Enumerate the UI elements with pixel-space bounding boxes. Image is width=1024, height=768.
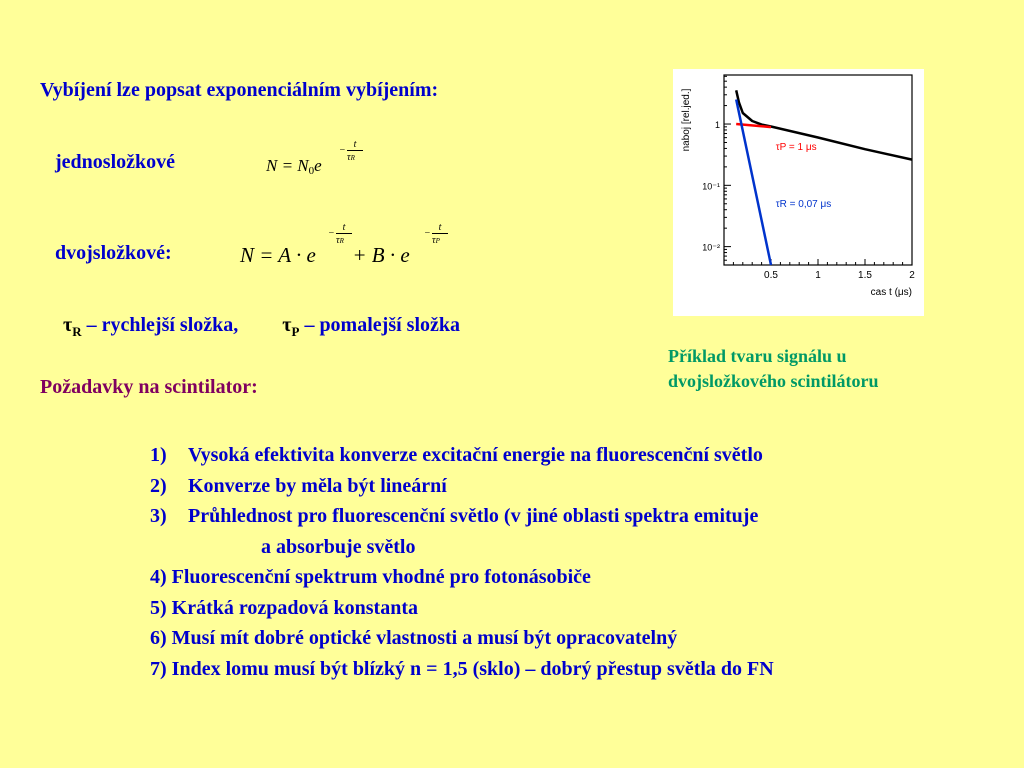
list-item-text: 7) Index lomu musí být blízký n = 1,5 (sklo) – dobrý přestup světla do FN xyxy=(150,657,774,680)
formula1-exp-sign: − xyxy=(339,145,346,156)
formula2-exp2-sign: − xyxy=(424,228,431,239)
list-item xyxy=(150,654,774,685)
x-tick-label: 0.5 xyxy=(764,270,778,281)
formula1-main: N = N xyxy=(266,156,309,175)
list-item-number: 1) xyxy=(150,444,167,466)
list-item-text: 4) Fluorescenční spektrum vhodné pro fotonásobiče xyxy=(150,566,591,588)
list-item-text: 6) Musí mít dobré optické vlastnosti a musí být opracovatelný xyxy=(150,627,678,649)
y-axis-label: naboj [rel.jed.] xyxy=(681,88,692,152)
formula2-term2: + B · e xyxy=(352,243,410,267)
formula2-exp1-den-sub: R xyxy=(339,237,344,245)
list-item xyxy=(150,562,774,593)
signal-chart-svg xyxy=(673,69,924,316)
formula1-e: e xyxy=(314,156,322,175)
annotation-tau-r: τR = 0,07 μs xyxy=(775,198,832,210)
requirements-list xyxy=(150,440,774,684)
tau-r-text: – rychlejší složka, xyxy=(86,314,239,336)
formula1-exp-den-sub: R xyxy=(350,154,355,162)
formula2-exp1-sign: − xyxy=(328,228,335,239)
two-component-label: dvojsložkové: xyxy=(55,242,172,264)
formula1-exp-den: τ xyxy=(347,152,351,163)
series-line-total xyxy=(736,90,912,159)
signal-chart xyxy=(673,69,924,316)
x-tick-label: 1.5 xyxy=(858,270,872,281)
one-component-label: jednosložkové xyxy=(55,151,175,173)
y-tick-label: 1 xyxy=(714,120,720,131)
formula2-exp1-den: τ xyxy=(336,235,340,246)
tau-r-sub: R xyxy=(72,324,82,339)
list-item-text: Konverze by měla být lineární xyxy=(188,474,447,497)
one-component-formula xyxy=(266,156,386,186)
list-item xyxy=(150,501,774,532)
tau-line xyxy=(63,314,460,340)
list-item xyxy=(150,532,774,563)
list-item-text: a absorbuje světlo xyxy=(261,535,416,558)
tau-p-symbol: τ xyxy=(282,314,292,336)
formula1-exp-num: t xyxy=(347,139,363,151)
formula2-term1: N = A · e xyxy=(240,243,316,267)
list-item-text: Vysoká efektivita konverze excitační energie na fluorescenční světlo xyxy=(188,444,763,466)
list-item xyxy=(150,440,774,471)
list-item-text: Průhlednost pro fluorescenční světlo (v jiné oblasti spektra emituje xyxy=(188,505,759,527)
formula2-exp2-den: τ xyxy=(432,235,436,246)
list-item-number: 2) xyxy=(150,474,167,497)
x-tick-label: 1 xyxy=(815,270,821,281)
caption-line-1: Příklad tvaru signálu u xyxy=(668,346,847,366)
tau-p-text: – pomalejší složka xyxy=(304,314,460,336)
figure-caption xyxy=(668,344,879,394)
x-tick-label: 2 xyxy=(909,270,915,281)
annotation-tau-p: τP = 1 μs xyxy=(775,141,817,153)
y-tick-label: 10⁻¹ xyxy=(702,181,720,192)
caption-line-2: dvojsložkového scintilátoru xyxy=(668,371,879,391)
formula2-exp2-num: t xyxy=(432,222,448,234)
list-item xyxy=(150,593,774,624)
list-item xyxy=(150,623,774,654)
page-heading: Vybíjení lze popsat exponenciálním vybíjením: xyxy=(40,79,439,101)
two-component-formula xyxy=(240,243,410,268)
requirements-title: Požadavky na scintilator: xyxy=(40,376,258,398)
list-item-text: 5) Krátká rozpadová konstanta xyxy=(150,596,418,619)
formula1-sub: 0 xyxy=(308,165,315,177)
tau-p-sub: P xyxy=(291,324,300,339)
list-item-number: 3) xyxy=(150,505,167,527)
formula2-exp2-den-sub: P xyxy=(435,237,440,245)
x-axis-label: cas t (μs) xyxy=(870,287,912,298)
list-item xyxy=(150,471,774,502)
tau-r-symbol: τ xyxy=(63,314,73,336)
formula2-exp1-num: t xyxy=(336,222,352,234)
y-tick-label: 10⁻² xyxy=(702,242,720,253)
